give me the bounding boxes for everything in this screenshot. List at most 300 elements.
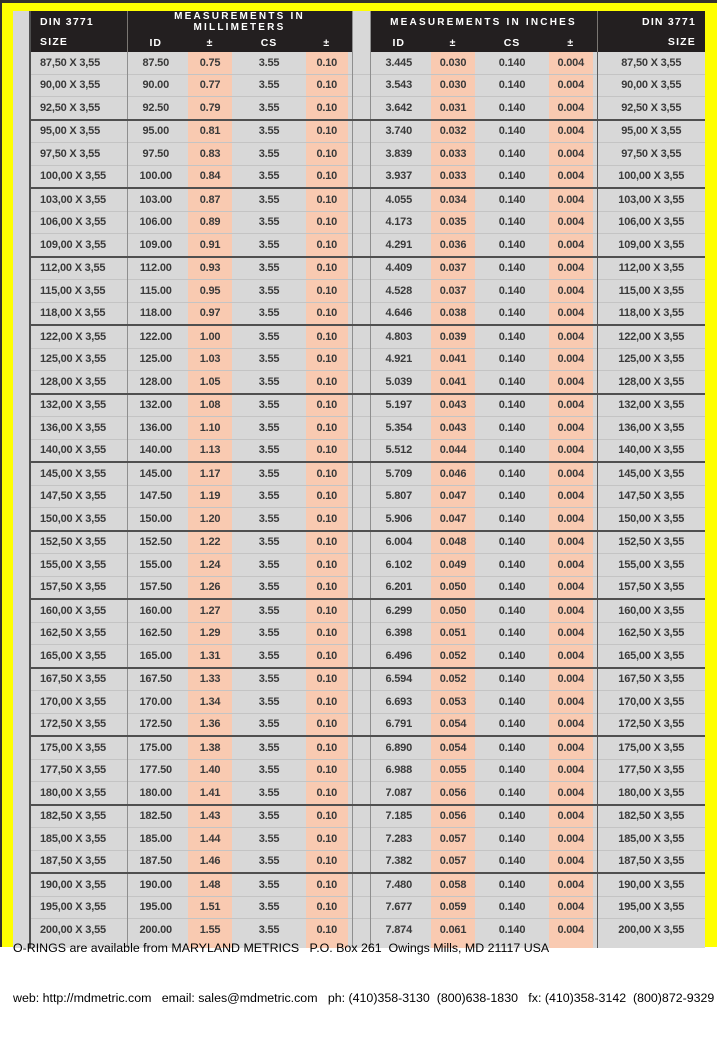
value-cell: 0.140 — [479, 234, 545, 257]
value-cell: 0.140 — [479, 394, 545, 417]
section-gap-cell — [352, 691, 370, 714]
value-cell: 0.057 — [427, 850, 479, 873]
size-cell-right: 200,00 X 3,55 — [597, 919, 705, 941]
value-cell: 0.140 — [479, 143, 545, 166]
size-cell-right: 167,50 X 3,55 — [597, 668, 705, 691]
value-cell: 0.004 — [545, 531, 597, 554]
value-cell: 3.55 — [236, 691, 302, 714]
value-cell: 0.033 — [427, 165, 479, 188]
value-cell: 0.140 — [479, 850, 545, 873]
value-cell: 6.398 — [370, 622, 427, 645]
value-cell: 0.004 — [545, 782, 597, 805]
size-cell-left: 100,00 X 3,55 — [30, 165, 127, 188]
value-cell: 6.102 — [370, 554, 427, 577]
value-cell: 1.51 — [184, 896, 236, 919]
value-cell: 170.00 — [127, 691, 184, 714]
value-cell: 1.08 — [184, 394, 236, 417]
oring-table — [13, 11, 705, 948]
size-cell-right: 195,00 X 3,55 — [597, 896, 705, 919]
value-cell: 3.445 — [370, 52, 427, 74]
table-row — [13, 576, 705, 599]
size-cell-left: 185,00 X 3,55 — [30, 828, 127, 851]
header-subcol-tol2-mm: ± — [302, 33, 352, 52]
section-gap-cell — [352, 782, 370, 805]
left-gutter-cell — [13, 645, 30, 668]
left-gutter-cell — [13, 165, 30, 188]
value-cell: 0.038 — [427, 302, 479, 325]
size-cell-right: 118,00 X 3,55 — [597, 302, 705, 325]
section-gap-cell — [352, 188, 370, 211]
value-cell: 0.10 — [302, 143, 352, 166]
value-cell: 3.55 — [236, 531, 302, 554]
value-cell: 165.00 — [127, 645, 184, 668]
left-gutter-cell — [13, 120, 30, 143]
value-cell: 1.19 — [184, 485, 236, 508]
left-gutter-cell — [13, 211, 30, 234]
value-cell: 0.10 — [302, 531, 352, 554]
size-cell-left: 136,00 X 3,55 — [30, 417, 127, 440]
value-cell: 0.053 — [427, 691, 479, 714]
value-cell: 6.791 — [370, 713, 427, 736]
value-cell: 0.84 — [184, 165, 236, 188]
value-cell: 3.55 — [236, 828, 302, 851]
value-cell: 0.83 — [184, 143, 236, 166]
left-gutter-cell — [13, 280, 30, 303]
size-cell-right: 150,00 X 3,55 — [597, 508, 705, 531]
value-cell: 0.140 — [479, 668, 545, 691]
left-gutter-cell — [13, 713, 30, 736]
value-cell: 5.709 — [370, 462, 427, 485]
value-cell: 1.24 — [184, 554, 236, 577]
section-gap-cell — [352, 873, 370, 896]
value-cell: 0.004 — [545, 668, 597, 691]
value-cell: 1.26 — [184, 576, 236, 599]
size-cell-right: 92,50 X 3,55 — [597, 97, 705, 120]
value-cell: 0.75 — [184, 52, 236, 74]
value-cell: 0.10 — [302, 52, 352, 74]
table-row — [13, 302, 705, 325]
section-gap-cell — [352, 554, 370, 577]
value-cell: 100.00 — [127, 165, 184, 188]
value-cell: 0.10 — [302, 576, 352, 599]
table-row — [13, 599, 705, 622]
value-cell: 3.55 — [236, 896, 302, 919]
value-cell: 1.10 — [184, 417, 236, 440]
footer-line1: O-RINGS are available from MARYLAND METRICS P.O. Box 261 Owings Mills, MD 21117 USA — [13, 941, 550, 955]
value-cell: 0.041 — [427, 348, 479, 371]
value-cell: 0.004 — [545, 919, 597, 941]
value-cell: 0.004 — [545, 371, 597, 394]
value-cell: 3.55 — [236, 485, 302, 508]
value-cell: 0.10 — [302, 508, 352, 531]
value-cell: 7.874 — [370, 919, 427, 941]
value-cell: 0.140 — [479, 302, 545, 325]
value-cell: 0.10 — [302, 97, 352, 120]
value-cell: 0.140 — [479, 531, 545, 554]
value-cell: 0.10 — [302, 554, 352, 577]
section-gap-cell — [352, 143, 370, 166]
value-cell: 0.10 — [302, 485, 352, 508]
size-cell-right: 97,50 X 3,55 — [597, 143, 705, 166]
value-cell: 3.740 — [370, 120, 427, 143]
value-cell: 6.594 — [370, 668, 427, 691]
value-cell: 4.291 — [370, 234, 427, 257]
value-cell: 175.00 — [127, 736, 184, 759]
value-cell: 0.140 — [479, 325, 545, 348]
section-gap-cell — [352, 417, 370, 440]
size-cell-left: 112,00 X 3,55 — [30, 257, 127, 280]
header-subcol-tol-mm: ± — [184, 33, 236, 52]
value-cell: 0.047 — [427, 485, 479, 508]
value-cell: 1.48 — [184, 873, 236, 896]
value-cell: 0.97 — [184, 302, 236, 325]
value-cell: 4.803 — [370, 325, 427, 348]
value-cell: 0.059 — [427, 896, 479, 919]
value-cell: 128.00 — [127, 371, 184, 394]
table-row — [13, 280, 705, 303]
value-cell: 0.140 — [479, 919, 545, 941]
value-cell: 3.55 — [236, 280, 302, 303]
left-gutter-cell — [13, 188, 30, 211]
size-cell-left: 187,50 X 3,55 — [30, 850, 127, 873]
size-cell-left: 115,00 X 3,55 — [30, 280, 127, 303]
value-cell: 0.051 — [427, 622, 479, 645]
value-cell: 0.004 — [545, 896, 597, 919]
value-cell: 0.041 — [427, 371, 479, 394]
value-cell: 0.033 — [427, 143, 479, 166]
value-cell: 0.140 — [479, 97, 545, 120]
value-cell: 0.052 — [427, 668, 479, 691]
left-gutter-cell — [13, 759, 30, 782]
value-cell: 0.043 — [427, 417, 479, 440]
section-gap-cell — [352, 759, 370, 782]
value-cell: 3.55 — [236, 599, 302, 622]
left-gutter-cell — [13, 668, 30, 691]
value-cell: 150.00 — [127, 508, 184, 531]
value-cell: 0.10 — [302, 805, 352, 828]
value-cell: 3.55 — [236, 919, 302, 941]
size-cell-right: 182,50 X 3,55 — [597, 805, 705, 828]
value-cell: 0.10 — [302, 645, 352, 668]
value-cell: 0.037 — [427, 280, 479, 303]
value-cell: 0.140 — [479, 782, 545, 805]
value-cell: 0.004 — [545, 234, 597, 257]
value-cell: 0.10 — [302, 348, 352, 371]
table-row — [13, 97, 705, 120]
value-cell: 0.140 — [479, 348, 545, 371]
value-cell: 5.807 — [370, 485, 427, 508]
value-cell: 5.039 — [370, 371, 427, 394]
value-cell: 3.55 — [236, 394, 302, 417]
value-cell: 0.140 — [479, 645, 545, 668]
size-cell-left: 125,00 X 3,55 — [30, 348, 127, 371]
value-cell: 1.44 — [184, 828, 236, 851]
value-cell: 0.10 — [302, 622, 352, 645]
value-cell: 6.693 — [370, 691, 427, 714]
value-cell: 0.047 — [427, 508, 479, 531]
value-cell: 0.140 — [479, 576, 545, 599]
section-gap — [352, 11, 370, 52]
table-row — [13, 143, 705, 166]
size-cell-right: 152,50 X 3,55 — [597, 531, 705, 554]
value-cell: 0.004 — [545, 576, 597, 599]
value-cell: 0.004 — [545, 120, 597, 143]
section-gap-cell — [352, 531, 370, 554]
value-cell: 3.55 — [236, 74, 302, 97]
value-cell: 1.05 — [184, 371, 236, 394]
size-cell-left: 92,50 X 3,55 — [30, 97, 127, 120]
value-cell: 132.00 — [127, 394, 184, 417]
section-gap-cell — [352, 74, 370, 97]
size-cell-right: 177,50 X 3,55 — [597, 759, 705, 782]
header-subcol-cs-in: CS — [479, 33, 545, 52]
value-cell: 3.55 — [236, 120, 302, 143]
value-cell: 162.50 — [127, 622, 184, 645]
value-cell: 0.10 — [302, 759, 352, 782]
value-cell: 95.00 — [127, 120, 184, 143]
value-cell: 3.55 — [236, 782, 302, 805]
value-cell: 3.55 — [236, 736, 302, 759]
value-cell: 4.055 — [370, 188, 427, 211]
value-cell: 0.055 — [427, 759, 479, 782]
value-cell: 0.10 — [302, 394, 352, 417]
value-cell: 7.283 — [370, 828, 427, 851]
value-cell: 6.201 — [370, 576, 427, 599]
value-cell: 0.004 — [545, 74, 597, 97]
left-gutter-cell — [13, 394, 30, 417]
size-cell-right: 172,50 X 3,55 — [597, 713, 705, 736]
din-label: DIN 3771 — [40, 15, 94, 28]
value-cell: 0.140 — [479, 896, 545, 919]
size-cell-right: 155,00 X 3,55 — [597, 554, 705, 577]
value-cell: 7.087 — [370, 782, 427, 805]
value-cell: 0.030 — [427, 74, 479, 97]
value-cell: 3.55 — [236, 302, 302, 325]
header-size-left-subtitle — [30, 33, 127, 52]
size-cell-left: 190,00 X 3,55 — [30, 873, 127, 896]
value-cell: 115.00 — [127, 280, 184, 303]
header-size-right-subtitle — [597, 33, 705, 52]
value-cell: 190.00 — [127, 873, 184, 896]
header-title-in: MEASUREMENTS IN INCHES — [370, 11, 597, 33]
size-cell-left: 87,50 X 3,55 — [30, 52, 127, 74]
value-cell: 118.00 — [127, 302, 184, 325]
left-gutter-cell — [13, 234, 30, 257]
value-cell: 0.10 — [302, 280, 352, 303]
left-gutter-cell — [13, 873, 30, 896]
value-cell: 0.004 — [545, 713, 597, 736]
value-cell: 0.035 — [427, 211, 479, 234]
section-gap-cell — [352, 805, 370, 828]
table-row — [13, 759, 705, 782]
value-cell: 167.50 — [127, 668, 184, 691]
size-cell-left: 106,00 X 3,55 — [30, 211, 127, 234]
size-cell-right: 87,50 X 3,55 — [597, 52, 705, 74]
size-cell-right: 145,00 X 3,55 — [597, 462, 705, 485]
value-cell: 0.10 — [302, 713, 352, 736]
value-cell: 0.140 — [479, 873, 545, 896]
table-row — [13, 828, 705, 851]
value-cell: 1.27 — [184, 599, 236, 622]
left-gutter-cell — [13, 828, 30, 851]
section-gap-cell — [352, 52, 370, 74]
value-cell: 5.906 — [370, 508, 427, 531]
value-cell: 0.10 — [302, 599, 352, 622]
value-cell: 3.55 — [236, 554, 302, 577]
left-gutter-cell — [13, 691, 30, 714]
value-cell: 0.004 — [545, 691, 597, 714]
size-cell-right: 115,00 X 3,55 — [597, 280, 705, 303]
value-cell: 0.140 — [479, 508, 545, 531]
value-cell: 0.004 — [545, 462, 597, 485]
table-row — [13, 668, 705, 691]
left-gutter — [13, 11, 30, 52]
size-cell-right: 187,50 X 3,55 — [597, 850, 705, 873]
size-cell-left: 177,50 X 3,55 — [30, 759, 127, 782]
size-cell-left: 140,00 X 3,55 — [30, 439, 127, 462]
size-cell-left: 195,00 X 3,55 — [30, 896, 127, 919]
size-cell-right: 95,00 X 3,55 — [597, 120, 705, 143]
section-gap-cell — [352, 371, 370, 394]
size-label: SIZE — [667, 36, 696, 48]
value-cell: 0.058 — [427, 873, 479, 896]
value-cell: 4.409 — [370, 257, 427, 280]
value-cell: 5.354 — [370, 417, 427, 440]
header-subcol-tol2-in: ± — [545, 33, 597, 52]
section-gap-cell — [352, 325, 370, 348]
value-cell: 0.81 — [184, 120, 236, 143]
value-cell: 0.050 — [427, 576, 479, 599]
value-cell: 7.677 — [370, 896, 427, 919]
value-cell: 0.10 — [302, 417, 352, 440]
value-cell: 103.00 — [127, 188, 184, 211]
left-gutter-cell — [13, 143, 30, 166]
value-cell: 0.056 — [427, 782, 479, 805]
value-cell: 0.004 — [545, 97, 597, 120]
left-gutter-cell — [13, 257, 30, 280]
value-cell: 0.140 — [479, 462, 545, 485]
size-cell-left: 167,50 X 3,55 — [30, 668, 127, 691]
table-header — [13, 11, 705, 52]
size-cell-left: 155,00 X 3,55 — [30, 554, 127, 577]
value-cell: 0.140 — [479, 211, 545, 234]
left-gutter-cell — [13, 576, 30, 599]
value-cell: 147.50 — [127, 485, 184, 508]
value-cell: 7.185 — [370, 805, 427, 828]
left-gutter-cell — [13, 439, 30, 462]
table-row — [13, 873, 705, 896]
value-cell: 6.299 — [370, 599, 427, 622]
value-cell: 6.988 — [370, 759, 427, 782]
value-cell: 3.55 — [236, 188, 302, 211]
table-row — [13, 645, 705, 668]
table-row — [13, 257, 705, 280]
value-cell: 3.55 — [236, 234, 302, 257]
value-cell: 0.140 — [479, 485, 545, 508]
value-cell: 0.10 — [302, 120, 352, 143]
value-cell: 0.140 — [479, 257, 545, 280]
value-cell: 0.10 — [302, 462, 352, 485]
value-cell: 3.543 — [370, 74, 427, 97]
value-cell: 1.17 — [184, 462, 236, 485]
value-cell: 0.004 — [545, 873, 597, 896]
value-cell: 0.039 — [427, 325, 479, 348]
value-cell: 0.004 — [545, 599, 597, 622]
size-cell-right: 162,50 X 3,55 — [597, 622, 705, 645]
value-cell: 0.004 — [545, 257, 597, 280]
table-row — [13, 74, 705, 97]
table-row — [13, 348, 705, 371]
value-cell: 185.00 — [127, 828, 184, 851]
value-cell: 0.140 — [479, 439, 545, 462]
value-cell: 187.50 — [127, 850, 184, 873]
size-cell-left: 165,00 X 3,55 — [30, 645, 127, 668]
value-cell: 0.87 — [184, 188, 236, 211]
section-gap-cell — [352, 302, 370, 325]
value-cell: 0.031 — [427, 97, 479, 120]
value-cell: 5.512 — [370, 439, 427, 462]
left-gutter-cell — [13, 97, 30, 120]
value-cell: 0.10 — [302, 188, 352, 211]
value-cell: 0.037 — [427, 257, 479, 280]
value-cell: 3.55 — [236, 668, 302, 691]
value-cell: 155.00 — [127, 554, 184, 577]
table-row — [13, 508, 705, 531]
value-cell: 0.054 — [427, 736, 479, 759]
value-cell: 106.00 — [127, 211, 184, 234]
section-gap-cell — [352, 120, 370, 143]
value-cell: 0.004 — [545, 645, 597, 668]
value-cell: 0.004 — [545, 165, 597, 188]
value-cell: 3.55 — [236, 417, 302, 440]
footer — [13, 907, 713, 1039]
value-cell: 0.10 — [302, 302, 352, 325]
table-row — [13, 417, 705, 440]
value-cell: 1.22 — [184, 531, 236, 554]
size-cell-right: 106,00 X 3,55 — [597, 211, 705, 234]
value-cell: 1.46 — [184, 850, 236, 873]
size-cell-right: 112,00 X 3,55 — [597, 257, 705, 280]
section-gap-cell — [352, 394, 370, 417]
value-cell: 4.646 — [370, 302, 427, 325]
table-row — [13, 234, 705, 257]
size-cell-left: 118,00 X 3,55 — [30, 302, 127, 325]
left-gutter-cell — [13, 417, 30, 440]
section-gap-cell — [352, 348, 370, 371]
size-cell-left: 162,50 X 3,55 — [30, 622, 127, 645]
value-cell: 157.50 — [127, 576, 184, 599]
value-cell: 0.140 — [479, 188, 545, 211]
value-cell: 3.55 — [236, 165, 302, 188]
value-cell: 0.10 — [302, 325, 352, 348]
value-cell: 1.38 — [184, 736, 236, 759]
value-cell: 172.50 — [127, 713, 184, 736]
size-cell-right: 90,00 X 3,55 — [597, 74, 705, 97]
value-cell: 1.13 — [184, 439, 236, 462]
left-gutter-cell — [13, 508, 30, 531]
value-cell: 145.00 — [127, 462, 184, 485]
size-cell-right: 190,00 X 3,55 — [597, 873, 705, 896]
value-cell: 3.55 — [236, 805, 302, 828]
left-gutter-cell — [13, 622, 30, 645]
value-cell: 0.043 — [427, 394, 479, 417]
value-cell: 195.00 — [127, 896, 184, 919]
value-cell: 0.049 — [427, 554, 479, 577]
value-cell: 1.36 — [184, 713, 236, 736]
left-gutter-cell — [13, 554, 30, 577]
section-gap-cell — [352, 257, 370, 280]
value-cell: 90.00 — [127, 74, 184, 97]
